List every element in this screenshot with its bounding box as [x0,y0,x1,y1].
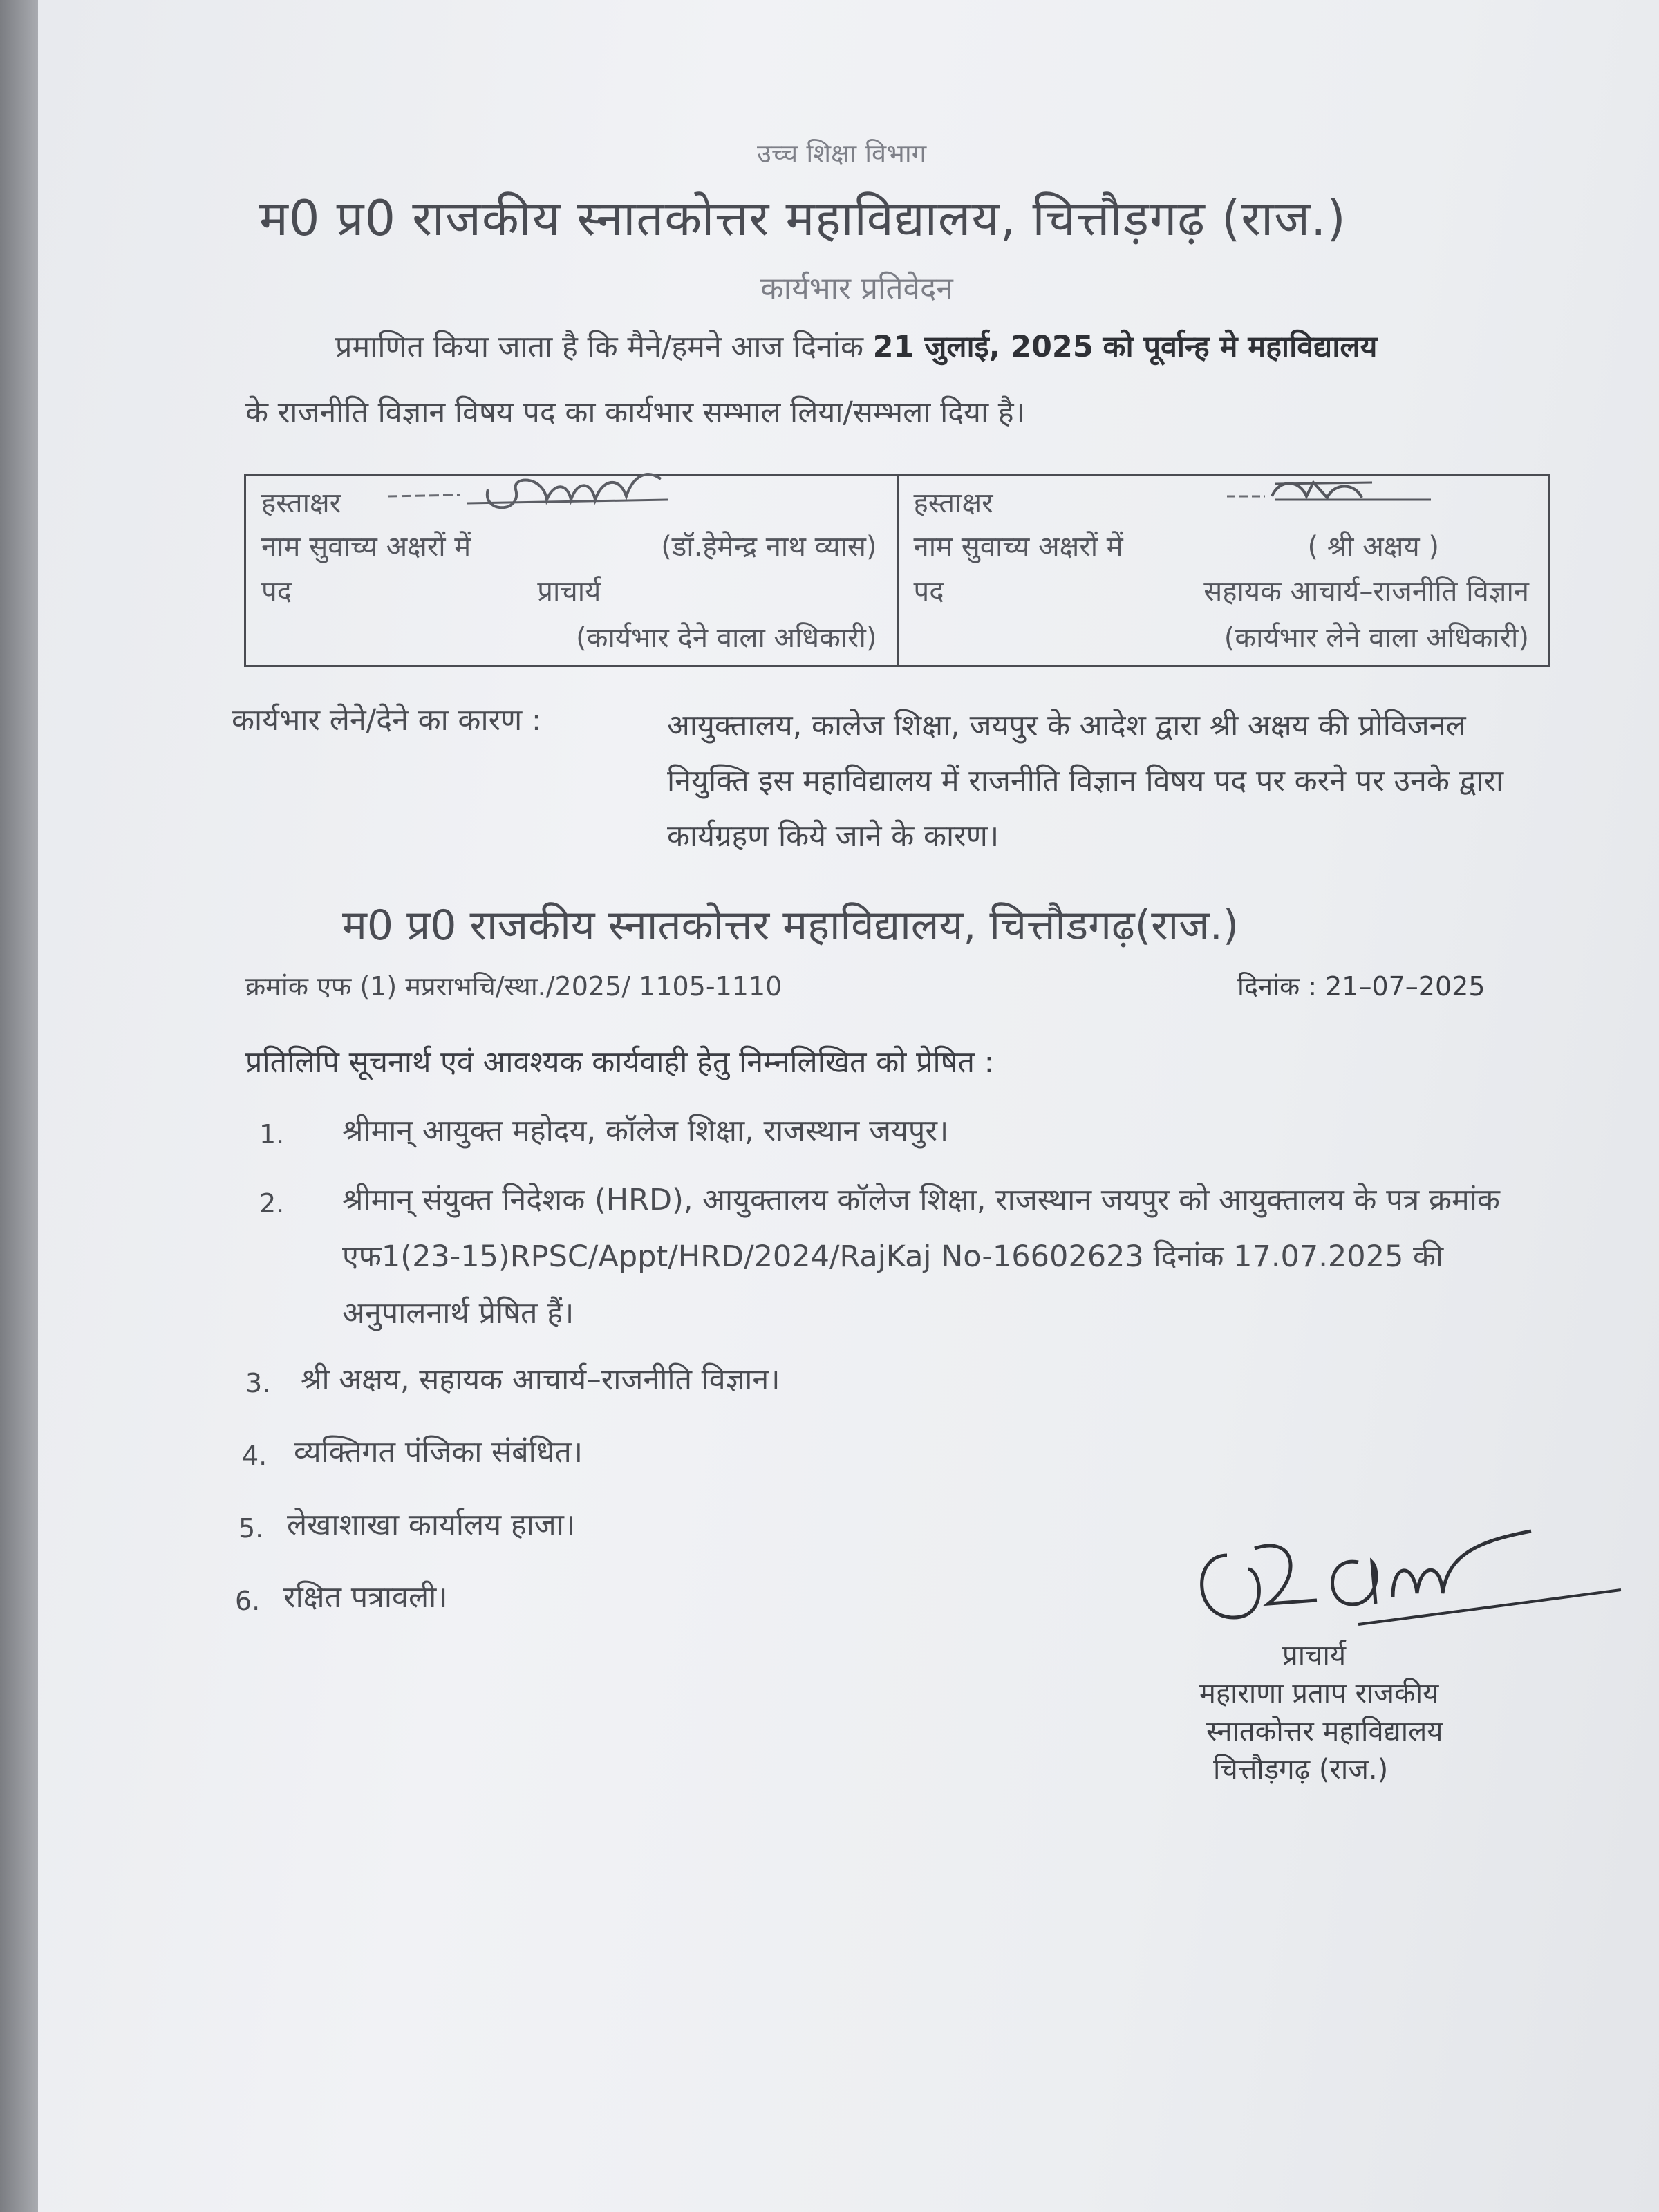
reason-label: कार्यभार लेने/देने का कारण : [232,703,542,738]
receiver-post-row [914,571,1530,612]
reason-text: आयुक्तालय, कालेज शिक्षा, जयपुर के आदेश द्वारा श्री अक्षय की प्रोविजनल नियुक्ति इस महाविद्यालय में राजनीति विज्ञान विषय पद पर करने पर उनके द्वारा कार्यग्रहण किये जाने के कारण। [667,709,1504,854]
receiver-role: (कार्यभार लेने वाला अधिकारी) [1224,622,1529,654]
recipient-item [259,1185,1573,1365]
recipient-number: 4. [242,1441,268,1471]
receiver-signature-label: हस्ताक्षर [913,487,993,519]
order-college-heading: म0 प्र0 राजकीय स्नातकोत्तर महाविद्यालय, चित्तौडगढ़(राज.) [342,901,1239,950]
college-heading: म0 प्र0 राजकीय स्नातकोत्तर महाविद्यालय, चित्तौड़गढ़ (राज.) [259,190,1347,247]
certificate-line-2: के राजनीति विज्ञान विषय पद का कार्यभार सम्भाल लिया/सम्भला दिया है। [245,395,1025,430]
giver-name-row [261,526,877,568]
receiver-signature-scribble [1224,469,1445,517]
recipient-text: लेखाशाखा कार्यालय हाजा। [287,1508,576,1542]
recipient-text: श्रीमान् संयुक्त निदेशक (HRD), आयुक्तालय कॉलेज शिक्षा, राजस्थान जयपुर को आयुक्तालय के पत्र क्रमांक एफ1(23-15)RPSC/Appt/HRD/2024/RajKaj No-16602623 दिनांक 17.07.2025 की अनुपालनार्थ प्रेषित हैं। [342,1183,1500,1331]
principal-signature [1185,1514,1656,1645]
seal-college-line-2: स्नातकोत्तर महाविद्यालय [1206,1716,1443,1747]
recipient-number: 3. [245,1368,271,1398]
recipient-text: व्यक्तिगत पंजिका संबंधित। [294,1435,583,1470]
giver-role-row [261,617,877,659]
page-edge-shadow [0,0,38,2212]
recipient-text: श्रीमान् आयुक्त महोदय, कॉलेज शिक्षा, राजस्थान जयपुर। [342,1114,949,1148]
giver-post-row [261,571,877,612]
recipient-number: 5. [238,1513,264,1544]
certificate-text-post: को पूर्वान्ह मे महाविद्यालय [1103,330,1378,364]
handover-table [244,474,1550,667]
recipient-number: 2. [259,1188,285,1219]
giver-signature-scribble [384,462,675,524]
order-date: दिनांक : 21–07–2025 [1237,971,1485,1002]
giver-name-label: नाम सुवाच्य अक्षरों में [261,531,471,563]
handover-receiver-cell [897,475,1550,666]
recipient-number: 6. [235,1586,261,1616]
recipient-text: रक्षित पत्रावली। [283,1580,448,1615]
seal-college-line-3: चित्तौड़गढ़ (राज.) [1213,1754,1389,1785]
document-page [38,0,1659,2212]
seal-designation: प्राचार्य [1282,1640,1347,1671]
receiver-name-row [914,526,1530,568]
handover-giver-cell [245,475,898,666]
report-title: कार्यभार प्रतिवेदन [760,271,953,306]
giver-post-value: प्राचार्य [537,576,601,608]
receiver-role-row [914,617,1530,659]
recipient-number: 1. [259,1119,285,1150]
copy-heading: प्रतिलिपि सूचनार्थ एवं आवश्यक कार्यवाही हेतु निम्नलिखित को प्रेषित : [245,1045,995,1080]
department-name: उच्च शिक्षा विभाग [757,138,927,169]
receiver-name-value: ( श्री अक्षय ) [1307,531,1439,563]
giver-post-label: पद [261,576,292,608]
giver-name-value: (डॉ.हेमेन्द्र नाथ व्यास) [661,531,877,563]
certificate-date: 21 जुलाई, 2025 [872,330,1094,364]
receiver-post-label: पद [913,576,944,608]
recipient-text: श्री अक्षय, सहायक आचार्य–राजनीति विज्ञान। [301,1362,780,1397]
receiver-name-label: नाम सुवाच्य अक्षरों में [913,531,1123,563]
giver-role: (कार्यभार देने वाला अधिकारी) [576,622,877,654]
order-number: क्रमांक एफ (1) मप्रराभचि/स्था./2025/ 1105-1110 [245,971,782,1002]
giver-signature-label: हस्ताक्षर [261,487,341,519]
certificate-line-1 [245,325,1635,366]
certificate-text-pre: प्रमाणित किया जाता है कि मैने/हमने आज दिनांक [335,330,863,364]
receiver-post-value: सहायक आचार्य–राजनीति विज्ञान [1203,576,1529,608]
seal-college-line-1: महाराणा प्रताप राजकीय [1199,1678,1439,1709]
